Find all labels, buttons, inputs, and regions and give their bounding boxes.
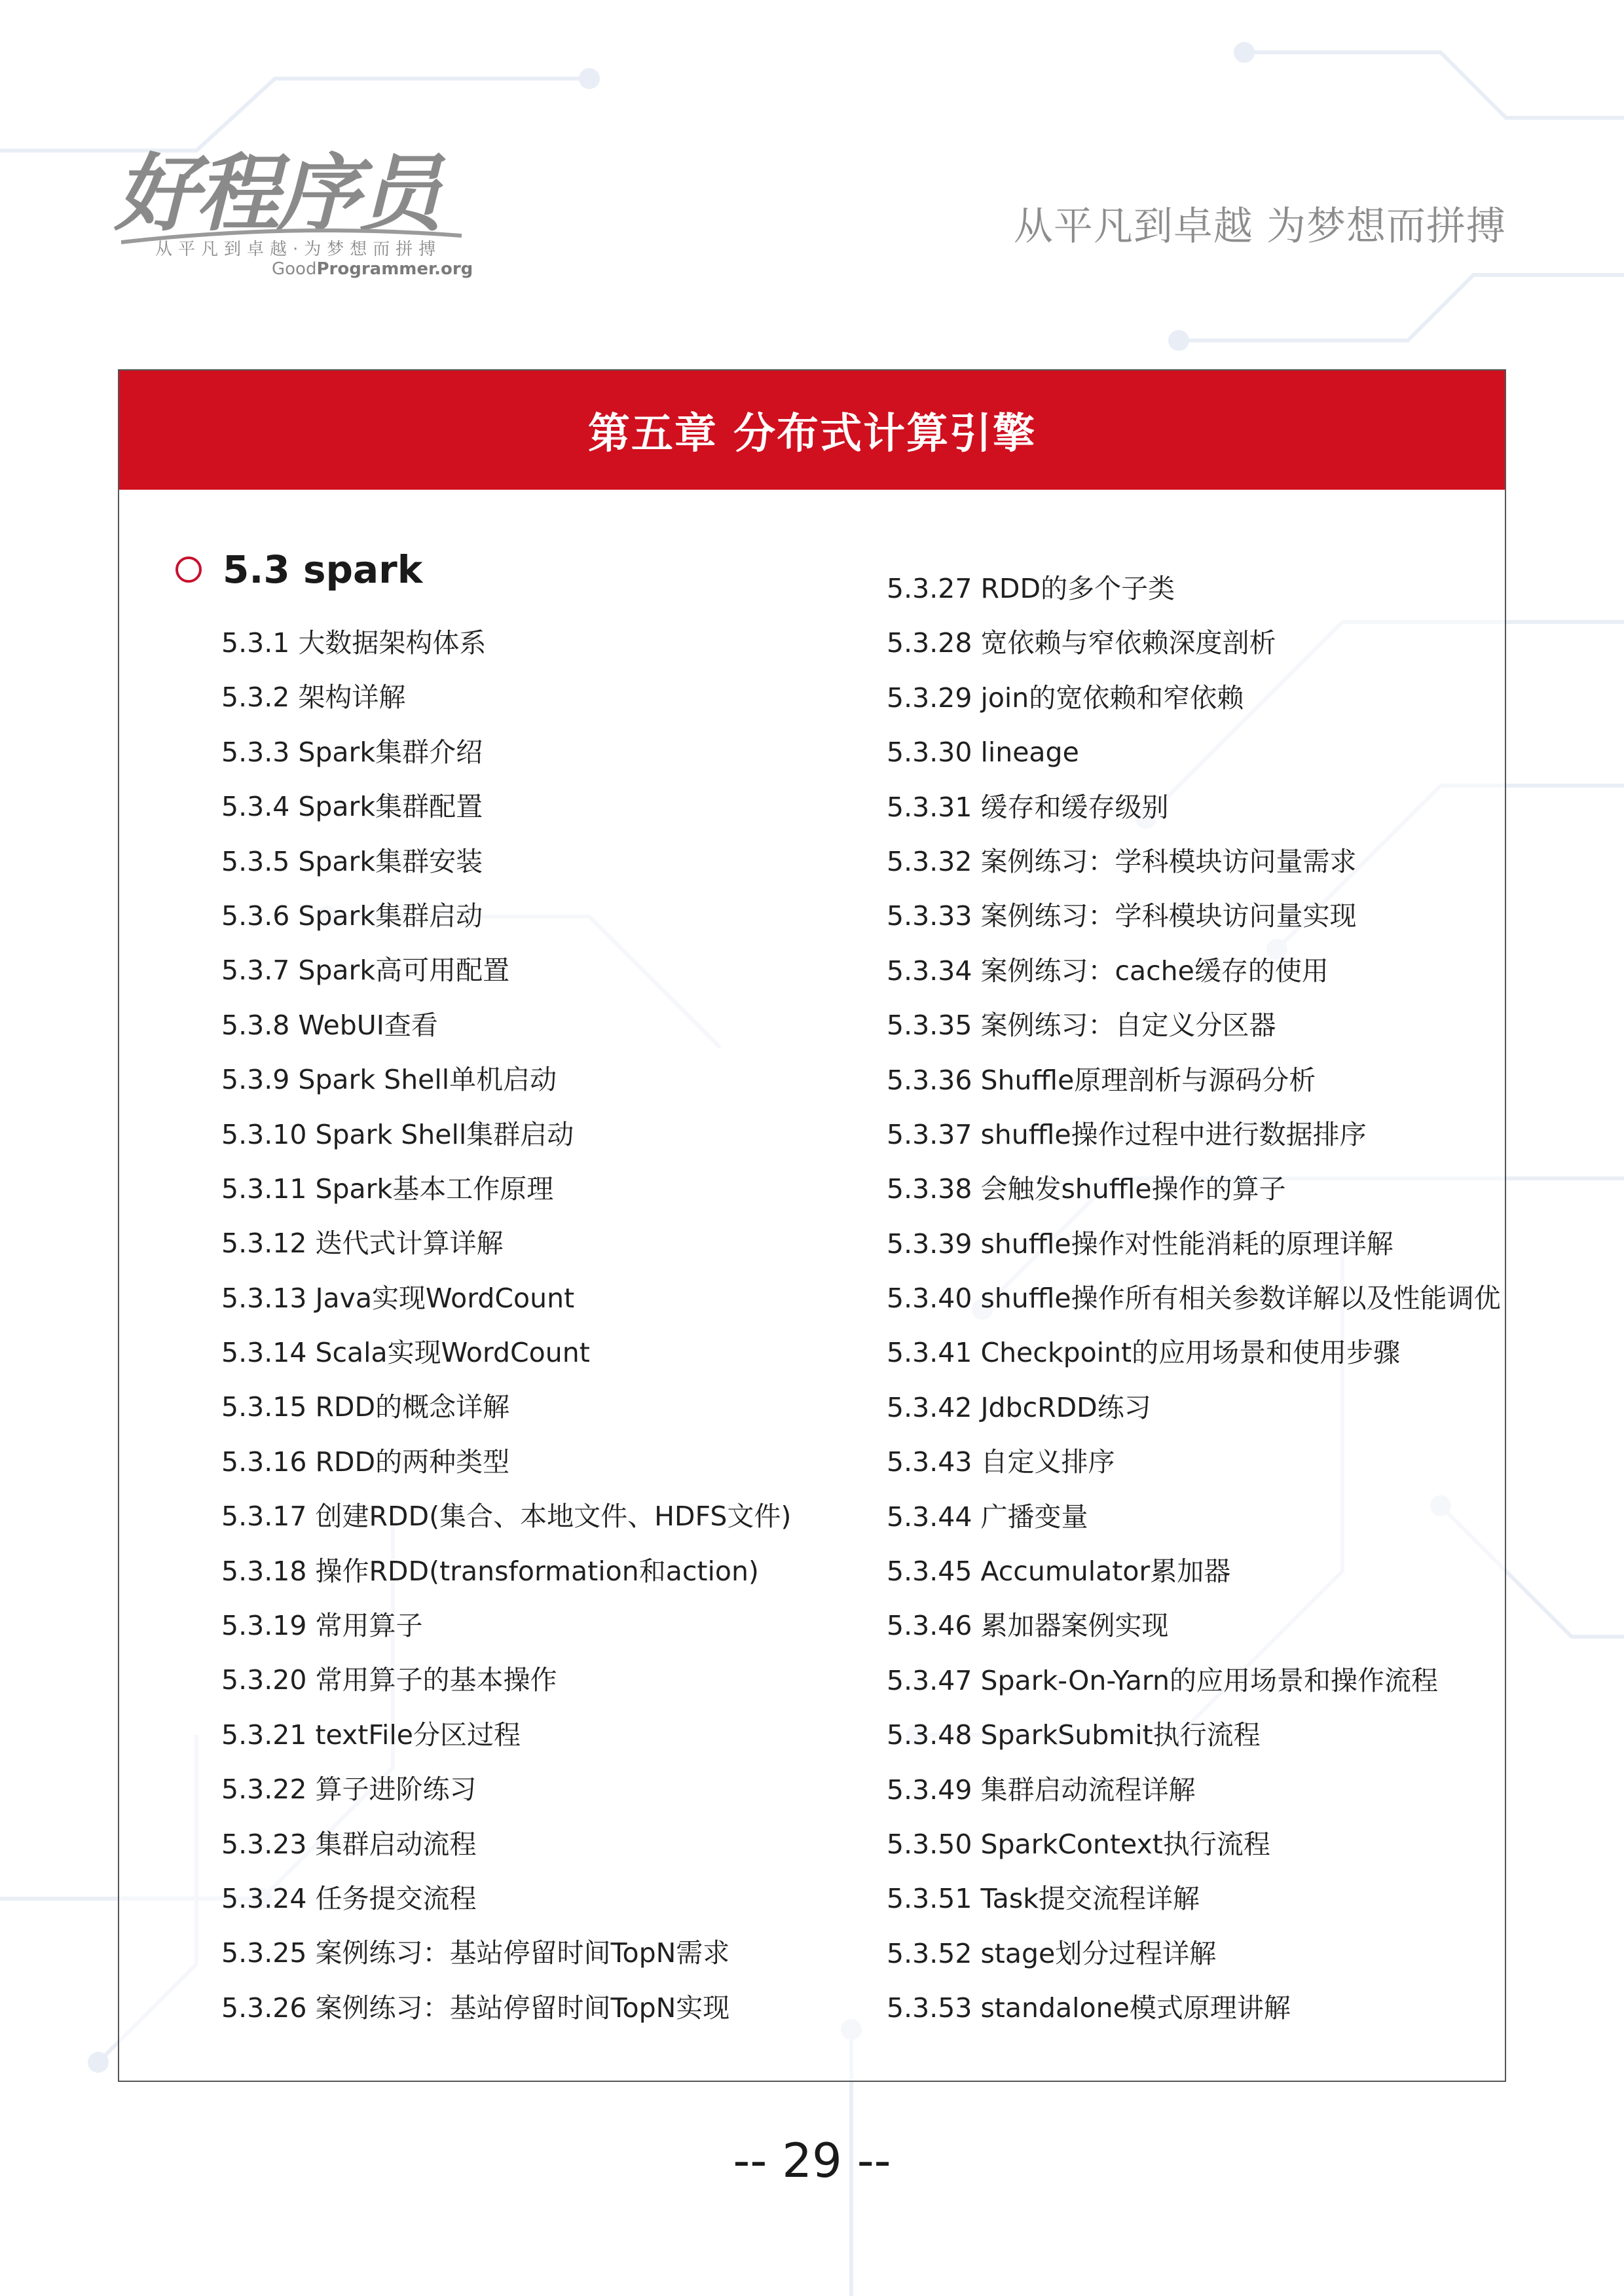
toc-entry: 5.3.40 shuffle操作所有相关参数详解以及性能调优 [887,1283,1501,1315]
toc-entry: 5.3.37 shuffle操作过程中进行数据排序 [887,1118,1367,1150]
toc-entry: 5.3.3 Spark集群介绍 [221,736,483,768]
toc-entry: 5.3.52 stage划分过程详解 [887,1937,1217,1969]
toc-entry: 5.3.24 任务提交流程 [221,1882,477,1914]
toc-entry: 5.3.45 Accumulator累加器 [887,1556,1231,1588]
toc-entry: 5.3.10 Spark Shell集群启动 [221,1118,574,1150]
toc-entry: 5.3.9 Spark Shell单机启动 [221,1064,557,1096]
toc-entry: 5.3.12 迭代式计算详解 [221,1228,504,1260]
toc-entry: 5.3.19 常用算子 [221,1610,423,1642]
toc-entry: 5.3.32 案例练习：学科模块访问量需求 [887,845,1357,877]
toc-entry: 5.3.29 join的宽依赖和窄依赖 [887,682,1244,714]
toc-entry: 5.3.5 Spark集群安装 [221,845,483,877]
toc-entry: 5.3.39 shuffle操作对性能消耗的原理详解 [887,1228,1393,1260]
toc-entry: 5.3.7 Spark高可用配置 [221,955,510,987]
page-number: -- 29 -- [733,2133,891,2188]
toc-entry: 5.3.6 Spark集群启动 [221,900,483,932]
toc-entry: 5.3.26 案例练习：基站停留时间TopN实现 [221,1992,730,2024]
toc-entry: 5.3.15 RDD的概念详解 [221,1391,510,1423]
toc-entry: 5.3.27 RDD的多个子类 [887,573,1175,604]
toc-entry: 5.3.48 SparkSubmit执行流程 [887,1719,1261,1751]
toc-entry: 5.3.16 RDD的两种类型 [221,1446,510,1478]
logo-tagline: 从平凡到卓越·为梦想而拼搏 [155,240,442,259]
toc-entry: 5.3.23 集群启动流程 [221,1828,477,1860]
toc-entry: 5.3.14 Scala实现WordCount [221,1337,590,1369]
toc-left-column [221,616,791,2035]
toc-entry: 5.3.47 Spark-On-Yarn的应用场景和操作流程 [887,1664,1438,1696]
toc-panel [118,369,1506,2082]
toc-entry: 5.3.53 standalone模式原理讲解 [887,1992,1291,2024]
toc-right-column [887,562,1501,2036]
toc-entry: 5.3.22 算子进阶练习 [221,1774,477,1806]
toc-entry: 5.3.31 缓存和缓存级别 [887,791,1169,823]
toc-entry: 5.3.28 宽依赖与窄依赖深度剖析 [887,627,1276,659]
toc-entry: 5.3.11 Spark基本工作原理 [221,1173,554,1205]
toc-entry: 5.3.25 案例练习：基站停留时间TopN需求 [221,1937,730,1969]
toc-entry: 5.3.36 Shuffle原理剖析与源码分析 [887,1064,1316,1096]
toc-entry: 5.3.4 Spark集群配置 [221,791,483,823]
toc-entry: 5.3.38 会触发shuffle操作的算子 [887,1173,1286,1205]
logo-domain [272,259,473,279]
logo-wordmark: 好程序员 [115,145,440,243]
section-heading [175,547,422,592]
toc-entry: 5.3.50 SparkContext执行流程 [887,1828,1270,1860]
toc-entry: 5.3.33 案例练习：学科模块访问量实现 [887,900,1357,932]
toc-entry: 5.3.51 Task提交流程详解 [887,1883,1200,1915]
toc-entry: 5.3.17 创建RDD(集合、本地文件、HDFS文件) [221,1501,792,1533]
toc-entry: 5.3.18 操作RDD(transformation和action) [221,1555,759,1587]
logo-domain-prefix: Good [272,259,317,279]
chapter-title: 第五章 分布式计算引擎 [587,410,1037,458]
section-title: 5.3 spark [223,547,423,592]
toc-entry: 5.3.2 架构详解 [221,682,406,714]
header-slogan: 从平凡到卓越 为梦想而拼搏 [1013,204,1506,249]
toc-entry: 5.3.49 集群启动流程详解 [887,1774,1196,1806]
brand-logo [115,145,473,283]
toc-entry: 5.3.8 WebUI查看 [221,1009,438,1041]
toc-entry: 5.3.30 lineage [887,737,1079,769]
toc-entry: 5.3.43 自定义排序 [887,1446,1115,1478]
toc-entry: 5.3.44 广播变量 [887,1501,1088,1533]
logo-domain-main: Programmer.org [316,259,473,279]
toc-entry: 5.3.42 JdbcRDD练习 [887,1391,1151,1423]
toc-entry: 5.3.41 Checkpoint的应用场景和使用步骤 [887,1337,1401,1369]
toc-entry: 5.3.13 Java实现WordCount [221,1282,575,1314]
toc-entry: 5.3.20 常用算子的基本操作 [221,1664,557,1696]
toc-entry: 5.3.21 textFile分区过程 [221,1719,521,1751]
toc-entry: 5.3.34 案例练习：cache缓存的使用 [887,955,1329,987]
toc-entry: 5.3.35 案例练习：自定义分区器 [887,1010,1276,1042]
chapter-title-bar [119,371,1505,490]
toc-entry: 5.3.46 累加器案例实现 [887,1610,1169,1642]
toc-entry: 5.3.1 大数据架构体系 [221,627,487,659]
circle-bullet-icon [175,556,202,583]
